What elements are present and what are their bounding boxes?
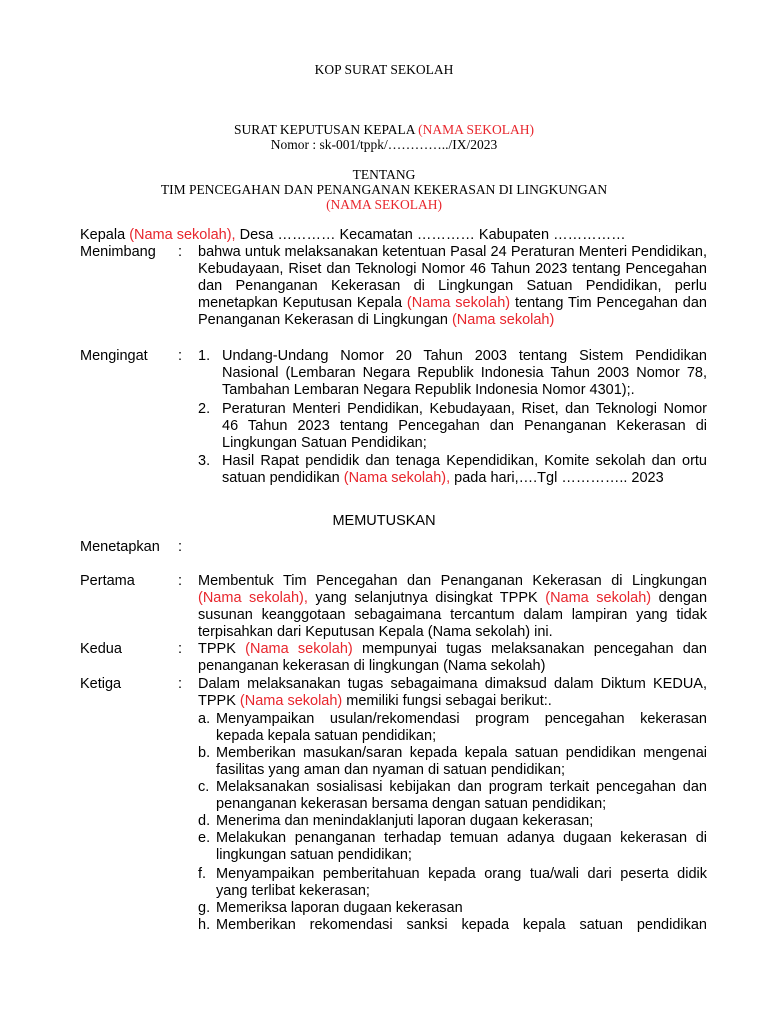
decree-title [0, 122, 768, 137]
list-letter: g. [198, 900, 211, 916]
list-item-text: Menyampaikan pemberitahuan kepada orang tua/wali dari peserta didik yang terlibat kekerasan; [216, 866, 707, 899]
paragraph-text: mempunyai tugas melaksanakan pencegahan dan penanganan kekerasan di lingkungan (Nama sekolah) [198, 641, 708, 674]
kedua-label: Kedua [80, 641, 122, 657]
paragraph-text: pada hari,….Tgl ………….. 2023 [450, 470, 664, 486]
school-name-placeholder: (Nama sekolah), [129, 227, 236, 243]
list-letter: f. [198, 866, 207, 882]
list-item-text: Melaksanakan sosialisasi kebijakan dan program terkait pencegahan dan penanganan kekerasan bersama dengan satuan pendidikan; [216, 779, 707, 812]
memutuskan-heading: MEMUTUSKAN [332, 513, 436, 529]
list-number: 2. [198, 401, 211, 417]
school-name-placeholder: (Nama sekolah) [451, 312, 555, 328]
ketiga-text [198, 676, 707, 710]
paragraph-text: Hasil Rapat pendidik dan tenaga Kependidikan, Komite sekolah dan ortu satuan pendidikan [222, 453, 707, 486]
list-number: 3. [198, 453, 211, 469]
intro-text: Desa ………… Kecamatan ………… Kabupaten …………… [235, 227, 626, 243]
school-name-placeholder: (Nama sekolah) [406, 295, 511, 311]
list-letter: h. [198, 917, 211, 933]
school-name-placeholder: (Nama sekolah) [239, 693, 343, 709]
letterhead-placeholder: KOP SURAT SEKOLAH [314, 62, 454, 77]
colon: : [178, 641, 183, 657]
menimbang-label: Menimbang [80, 244, 156, 260]
intro-line [80, 227, 707, 244]
colon: : [178, 676, 183, 692]
list-item-text [222, 453, 707, 487]
list-letter: c. [198, 779, 210, 795]
intro-text: Kepala [80, 227, 130, 243]
pertama-label: Pertama [80, 573, 135, 589]
colon: : [178, 244, 183, 260]
ketiga-label: Ketiga [80, 676, 122, 692]
school-name-placeholder: (Nama sekolah), [198, 590, 308, 606]
tentang-heading: TENTANG [352, 167, 416, 182]
school-name-placeholder: (Nama sekolah) [545, 590, 652, 606]
list-letter: d. [198, 813, 211, 829]
list-item-text: Menerima dan menindaklanjuti laporan dugaan kekerasan; [216, 813, 594, 829]
kedua-text [198, 641, 707, 675]
colon: : [178, 539, 183, 555]
list-item-text: Memberikan masukan/saran kepada kepala satuan pendidikan mengenai fasilitas yang aman dan nyaman di satuan pendidikan; [216, 745, 707, 778]
paragraph-text: memiliki fungsi sebagai berikut:. [342, 693, 552, 709]
paragraph-text: Membentuk Tim Pencegahan dan Penanganan Kekerasan di Lingkungan [198, 573, 707, 589]
list-number: 1. [198, 348, 211, 364]
paragraph-text: Dalam melaksanakan tugas sebagaimana dimaksud dalam Diktum KEDUA, TPPK [198, 676, 707, 709]
list-item-text: Undang-Undang Nomor 20 Tahun 2003 tentang Sistem Pendidikan Nasional (Lembaran Negara Republik Indonesia Tahun 2003 Nomor 78, Tambahan Lembaran Negara Republik Indonesia Nomor 4301);. [222, 348, 707, 398]
list-item-text: Memberikan rekomendasi sanksi kepada kepala satuan pendidikan [216, 917, 707, 933]
list-letter: b. [198, 745, 211, 761]
mengingat-label: Mengingat [80, 348, 148, 364]
list-letter: a. [198, 711, 211, 727]
paragraph-text: yang selanjutnya disingkat TPPK [307, 590, 546, 606]
colon: : [178, 348, 183, 364]
pertama-text [198, 573, 707, 641]
colon: : [178, 573, 183, 589]
paragraph-text: TPPK [198, 641, 246, 657]
decree-title-text: SURAT KEPUTUSAN KEPALA [233, 122, 419, 137]
school-name-placeholder: (NAMA SEKOLAH) [326, 197, 442, 212]
list-item-text: Menyampaikan usulan/rekomendasi program pencegahan kekerasan kepada kepala satuan pendidikan; [216, 711, 707, 744]
list-item-text: Memeriksa laporan dugaan kekerasan [216, 900, 463, 916]
school-name-placeholder: (NAMA SEKOLAH) [418, 122, 535, 137]
school-name-placeholder: (Nama sekolah), [343, 470, 451, 486]
list-item-text: Peraturan Menteri Pendidikan, Kebudayaan, Riset, dan Teknologi Nomor 46 Tahun 2023 tentang Pencegahan dan Penanganan Kekerasan di Lingkungan Satuan Pendidikan; [222, 401, 707, 451]
school-name-placeholder: (Nama sekolah) [245, 641, 353, 657]
decree-subject: TIM PENCEGAHAN DAN PENANGANAN KEKERASAN DI LINGKUNGAN [160, 182, 608, 197]
list-letter: e. [198, 830, 211, 846]
menimbang-text [198, 244, 707, 329]
paragraph-text: dengan susunan keanggotaan sebagaimana tercantum dalam lampiran yang tidak terpisahkan dari Keputusan Kepala (Nama sekolah) ini. [198, 590, 708, 640]
paragraph-text: bahwa untuk melaksanakan ketentuan Pasal 24 Peraturan Menteri Pendidikan, Kebudayaan, Riset dan Teknologi Nomor 46 Tahun 2023 tentang Pencegahan dan Penanganan Kekerasan di Lingkungan Satuan Pendidikan, perlu menetapkan Keputusan Kepala [198, 244, 707, 311]
decree-number: Nomor : sk-001/tppk/…………../IX/2023 [270, 137, 498, 152]
list-item-text: Melakukan penanganan terhadap temuan adanya dugaan kekerasan di lingkungan satuan pendidikan; [216, 830, 707, 863]
menetapkan-label: Menetapkan [80, 539, 160, 555]
paragraph-text: tentang Tim Pencegahan dan Penanganan Kekerasan di Lingkungan [198, 295, 707, 328]
